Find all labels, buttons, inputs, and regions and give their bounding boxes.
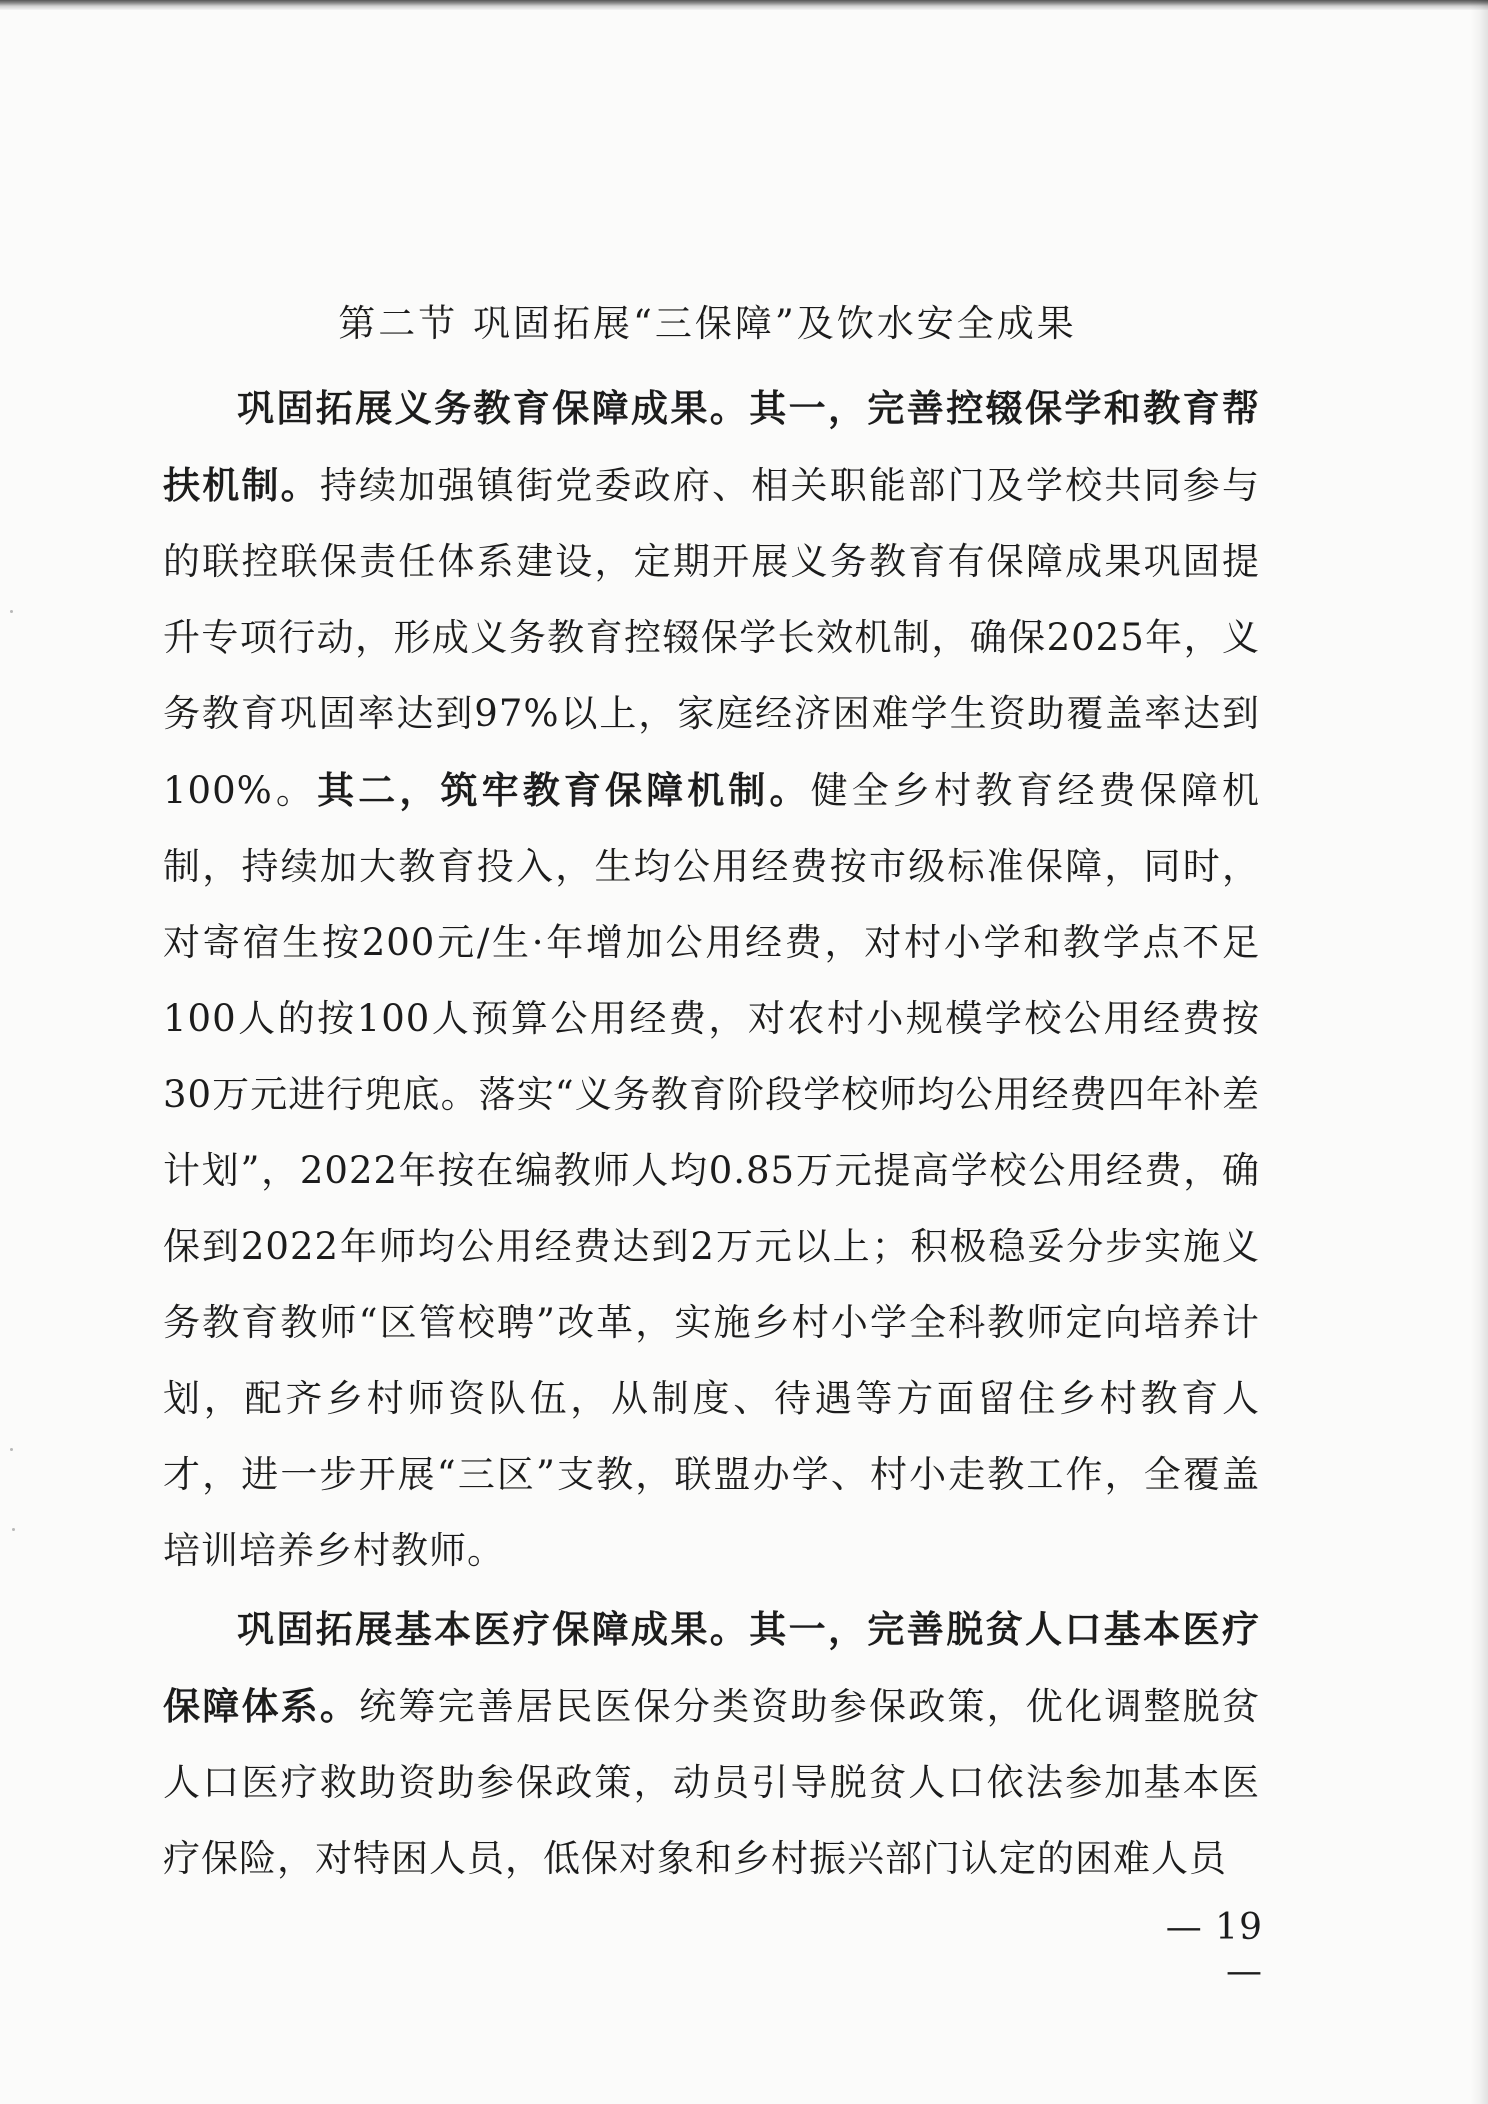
scan-speck bbox=[10, 1448, 13, 1451]
body-text: 统筹完善居民医保分类资助参保政策，优化调整脱贫人口医疗救助资助参保政策，动员引导脱贫人口依法参加基本医疗保险，对特困人员，低保对象和乡村振兴部门认定的困难人员 bbox=[163, 1685, 1261, 1880]
body-text: 健全乡村教育经费保障机制，持续加大教育投入，生均公用经费按市级标准保障，同时，对寄宿生按200元/生·年增加公用经费，对村小学和教学点不足100人的按100人预算公用经费，对农村小规模学校公用经费按30万元进行兜底。落实“义务教育阶段学校师均公用经费四年补差计划”，2022年按在编教师人均0.85万元提高学校公用经费，确保到2022年师均公用经费达到2万元以上；积极稳妥分步实施义务教育教师“区管校聘”改革，实施乡村小学全科教师定向培养计划，配齐乡村师资队伍，从制度、待遇等方面留住乡村教育人才，进一步开展“三区”支教，联盟办学、村小走教工作，全覆盖培训培养乡村教师。 bbox=[163, 769, 1261, 1572]
scan-speck bbox=[10, 610, 13, 613]
lead-subheading-mechanism: 其二，筑牢教育保障机制。 bbox=[317, 768, 811, 812]
body-text: 持续加强镇街党委政府、相关职能部门及学校共同参与的联控联保责任体系建设，定期开展义务教育有保障成果巩固提升专项行动，形成义务教育控辍保学长效机制，确保2025年，义务教育巩固率达到97%以上，家庭经济困难学生资助覆盖率达到100%。 bbox=[163, 464, 1261, 812]
lead-heading-medical: 巩固拓展基本医疗保障成果。其一，完善脱贫人口基本医疗保障体系。 bbox=[163, 1607, 1260, 1728]
page-number: — 19 — bbox=[1165, 1907, 1263, 1992]
paragraph-medical bbox=[163, 1591, 1260, 1897]
scan-edge-top bbox=[0, 0, 1488, 10]
section-title: 第二节 巩固拓展“三保障”及饮水安全成果 bbox=[338, 302, 1077, 345]
lead-heading-education: 巩固拓展义务教育保障成果。其一，完善控辍保学和教育帮扶机制。 bbox=[163, 386, 1260, 507]
scan-speck bbox=[12, 1528, 15, 1531]
document-page bbox=[163, 296, 1260, 1897]
paragraph-education bbox=[163, 370, 1260, 1589]
scan-edge-right bbox=[1470, 0, 1488, 2104]
